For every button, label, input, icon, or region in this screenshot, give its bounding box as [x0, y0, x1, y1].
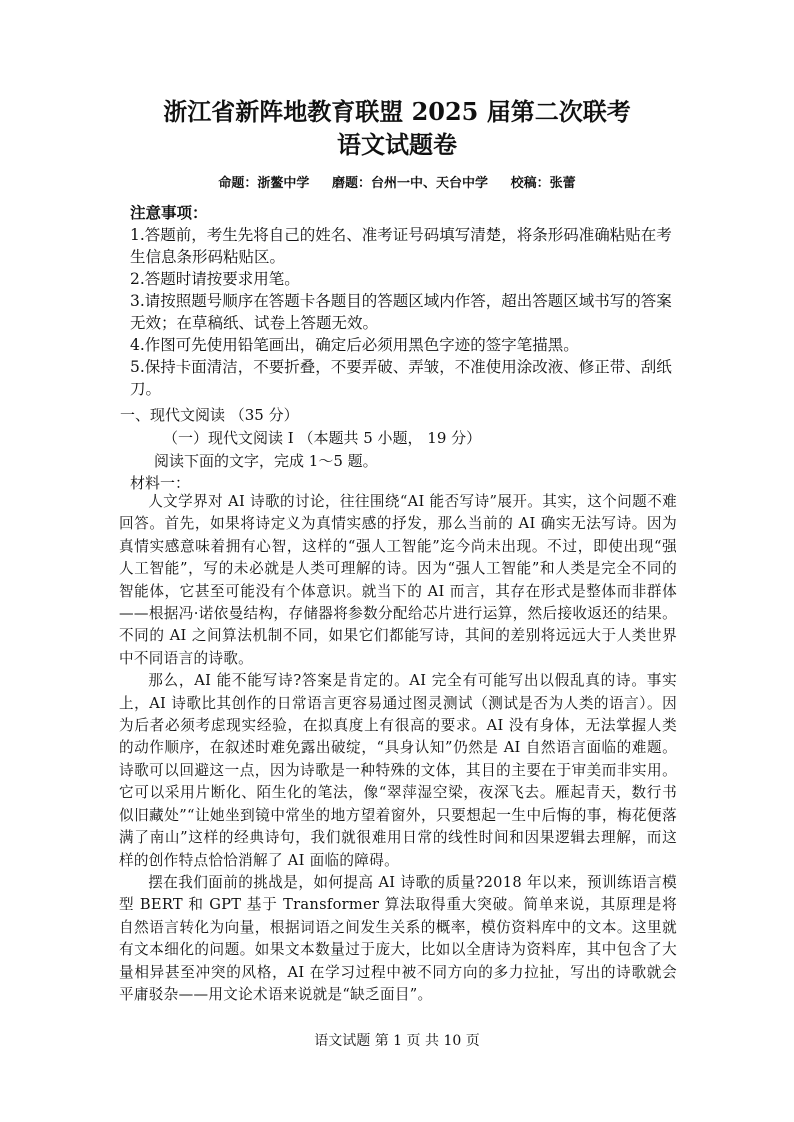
- note-item: 3.请按照题号顺序在答题卡各题目的答题区域内作答，超出答题区域书写的答案无效；在草稿纸、试卷上答题无效。: [130, 292, 672, 332]
- note-item: 1.答题前，考生先将自己的姓名、准考证号码填写清楚，将条形码准确粘贴在考生信息条形码粘贴区。: [130, 226, 672, 266]
- subsection-heading: （一）现代文阅读 I （本题共 5 小题， 19 分）: [163, 429, 482, 447]
- page-footer: 语文试题 第 1 页 共 10 页: [314, 1033, 480, 1049]
- notes-block: [130, 202, 678, 400]
- exam-subtitle: 语文试题卷: [337, 130, 457, 159]
- credits-line: 命题：浙鳌中学 磨题：台州一中、天台中学 校稿：张蕾: [218, 176, 576, 191]
- section-heading: 一、现代文阅读 （35 分）: [120, 406, 299, 424]
- notes-heading: 注意事项：: [130, 203, 208, 222]
- passage-paragraph: 那么，AI 能不能写诗?答案是肯定的。AI 完全有可能写出以假乱真的诗。事实上，AI 诗歌比其创作的日常语言更容易通过图灵测试（测试是否为人类的语言）。因为后者必须考虑现实经验，在拟真度上有很高的要求。AI 没有身体，无法掌握人类的动作顺序，在叙述时难免露出破绽，“具身认知”仍然是 AI 自然语言面临的难题。诗歌可以回避这一点，因为诗歌是一种特殊的文体，其目的主要在于审美而非实用。它可以采用片断化、陌生化的笔法，像“翠萍湿空梁，夜深飞去。雁起青天，数行书似旧藏处”“让她坐到镜中常坐的地方望着窗外，只要想起一生中后悔的事，梅花便落满了南山”这样的经典诗句，我们就很难用日常的线性时间和因果逻辑去理解，而这样的创作特点恰恰消解了 AI 面临的障碍。: [119, 672, 677, 869]
- note-item: 2.答题时请按要求用笔。: [130, 270, 300, 288]
- passage-paragraph: 摆在我们面前的挑战是，如何提高 AI 诗歌的质量?2018 年以来，预训练语言模型 BERT 和 GPT 基于 Transformer 算法取得重大突破。简单来说，其原理是将自然语言转化为向量，根据词语之间发生关系的概率，模仿资料库中的文本。这里就有文本细化的问题。如果文本数量过于庞大，比如以全唐诗为资料库，其中包含了大量相异甚至冲突的风格，AI 在学习过程中被不同方向的多力拉扯，写出的诗歌就会平庸驳杂——用文论术语来说就是“缺乏面目”。: [119, 873, 677, 1003]
- material-label: 材料一：: [130, 474, 191, 492]
- reading-instruction: 阅读下面的文字，完成 1～5 题。: [154, 452, 378, 470]
- note-item: 5.保持卡面清洁，不要折叠，不要弄破、弄皱，不准使用涂改液、修正带、刮纸刀。: [130, 358, 672, 398]
- exam-title: 浙江省新阵地教育联盟 2025 届第二次联考: [163, 97, 631, 126]
- reading-passage: [119, 491, 677, 1006]
- passage-paragraph: 人文学界对 AI 诗歌的讨论，往往围绕“AI 能否写诗”展开。其实，这个问题不难回答。首先，如果将诗定义为真情实感的抒发，那么当前的 AI 确实无法写诗。因为真情实感意味着拥有心智，这样的“强人工智能”迄今尚未出现。不过，即使出现“强人工智能”，写的未必就是人类可理解的诗。因为“强人工智能”和人类是完全不同的智能体，它甚至可能没有个体意识。就当下的 AI 而言，其存在形式是整体而非群体——根据冯·诺依曼结构，存储器将参数分配给芯片进行运算，然后接收返还的结果。不同的 AI 之间算法机制不同，如果它们都能写诗，其间的差别将远远大于人类世界中不同语言的诗歌。: [119, 493, 677, 667]
- note-item: 4.作图可先使用铅笔画出，确定后必须用黑色字迹的签字笔描黑。: [130, 336, 579, 354]
